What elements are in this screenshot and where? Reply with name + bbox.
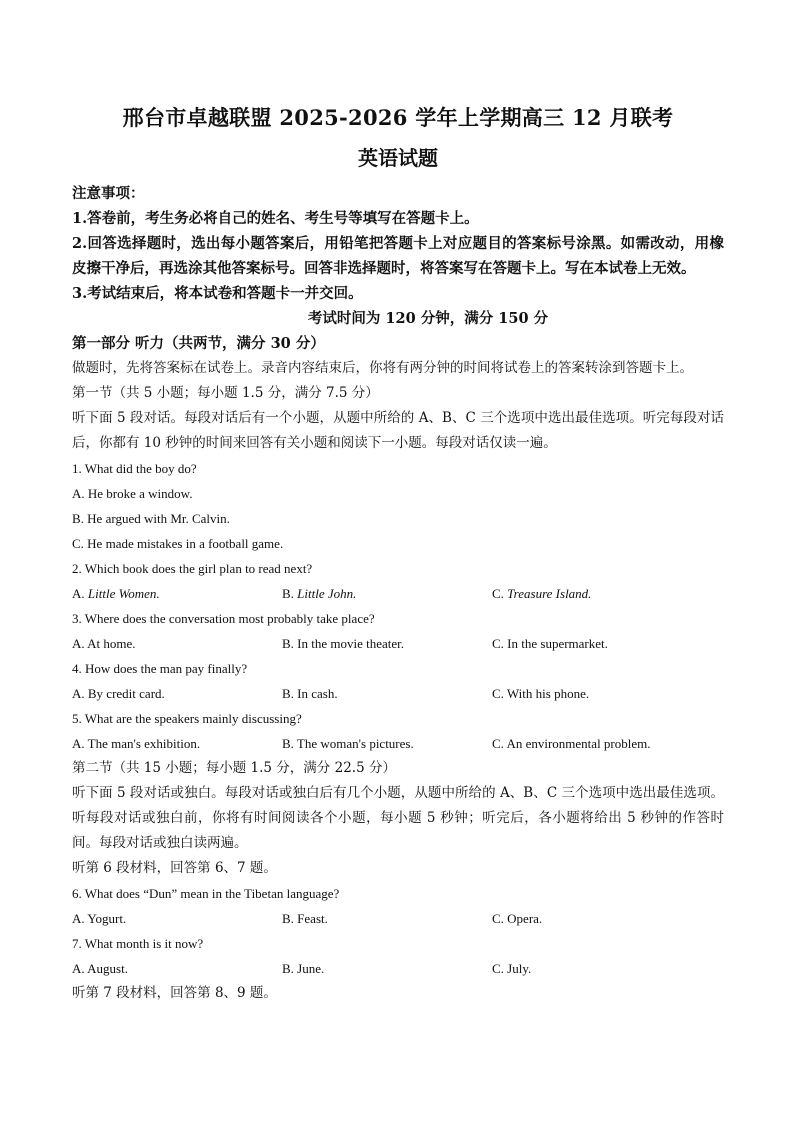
question-1-option-c: C. He made mistakes in a football game. bbox=[72, 536, 284, 551]
question-2-option-a bbox=[72, 581, 282, 606]
notes-item-2: 2.回答选择题时，选出每小题答案后，用铅笔把答题卡上对应题目的答案标号涂黑。如需改动，用橡皮擦干净后，再选涂其他答案标号。回答非选择题时，将答案写在答题卡上。写在本试卷上无效。 bbox=[72, 235, 724, 277]
question-7-option-b: B. June. bbox=[282, 961, 325, 976]
question-1-stem: 1. What did the boy do? bbox=[72, 461, 197, 476]
question-3-option-c: C. In the supermarket. bbox=[492, 636, 608, 651]
notes-heading: 注意事项： bbox=[72, 185, 145, 202]
question-3-option-a: A. At home. bbox=[72, 636, 136, 651]
question-7-option-c: C. July. bbox=[492, 961, 532, 976]
option-label: C. bbox=[492, 586, 508, 601]
material-6-instruction: 听第 6 段材料，回答第 6、7 题。 bbox=[72, 860, 277, 876]
question-5-option-a: A. The man's exhibition. bbox=[72, 736, 201, 751]
part1-intro: 做题时，先将答案标在试卷上。录音内容结束后，你将有两分钟的时间将试卷上的答案转涂到答题卡上。 bbox=[72, 360, 693, 376]
question-4-option-a: A. By credit card. bbox=[72, 686, 165, 701]
option-text: Treasure Island. bbox=[507, 586, 592, 601]
question-4-option-b: B. In cash. bbox=[282, 686, 338, 701]
option-label: A. bbox=[72, 586, 88, 601]
question-5-stem: 5. What are the speakers mainly discussing? bbox=[72, 711, 302, 726]
exam-time-info: 考试时间为 120 分钟，满分 150 分 bbox=[307, 310, 549, 327]
question-7-options bbox=[72, 956, 724, 981]
question-2-options bbox=[72, 581, 724, 606]
question-6-option-c: C. Opera. bbox=[492, 911, 543, 926]
question-6-option-a: A. Yogurt. bbox=[72, 911, 127, 926]
option-text: Little Women. bbox=[87, 586, 160, 601]
question-6-options bbox=[72, 906, 724, 931]
material-7-instruction: 听第 7 段材料，回答第 8、9 题。 bbox=[72, 985, 277, 1001]
question-4-options bbox=[72, 681, 724, 706]
question-2-option-b bbox=[282, 581, 492, 606]
question-5-option-b: B. The woman's pictures. bbox=[282, 736, 414, 751]
question-3-stem: 3. Where does the conversation most probably take place? bbox=[72, 611, 375, 626]
question-6-stem: 6. What does “Dun” mean in the Tibetan language? bbox=[72, 886, 340, 901]
question-2-option-c bbox=[492, 581, 724, 606]
question-5-options bbox=[72, 731, 724, 756]
question-3-option-b: B. In the movie theater. bbox=[282, 636, 405, 651]
exam-subtitle: 英语试题 bbox=[358, 146, 438, 170]
section2-title: 第二节（共 15 小题；每小题 1.5 分，满分 22.5 分） bbox=[72, 760, 396, 776]
question-6-option-b: B. Feast. bbox=[282, 911, 328, 926]
option-text: Little John. bbox=[297, 586, 357, 601]
question-2-stem: 2. Which book does the girl plan to read next? bbox=[72, 561, 313, 576]
question-7-stem: 7. What month is it now? bbox=[72, 936, 204, 951]
question-1-option-b: B. He argued with Mr. Calvin. bbox=[72, 511, 230, 526]
question-1-option-a: A. He broke a window. bbox=[72, 486, 193, 501]
question-7-option-a: A. August. bbox=[72, 961, 128, 976]
part1-title: 第一部分 听力（共两节，满分 30 分） bbox=[72, 335, 325, 352]
exam-title: 邢台市卓越联盟 2025-2026 学年上学期高三 12 月联考 bbox=[122, 105, 674, 130]
notes-item-3: 3.考试结束后，将本试卷和答题卡一并交回。 bbox=[72, 285, 363, 302]
section1-title: 第一节（共 5 小题；每小题 1.5 分，满分 7.5 分） bbox=[72, 385, 379, 401]
exam-body bbox=[72, 181, 724, 1006]
section1-intro: 听下面 5 段对话。每段对话后有一个小题，从题中所给的 A、B、C 三个选项中选出最佳选项。听完每段对话后，你都有 10 秒钟的时间来回答有关小题和阅读下一小题。每段对话仅读一遍。 bbox=[72, 410, 724, 451]
question-4-option-c: C. With his phone. bbox=[492, 686, 590, 701]
question-5-option-c: C. An environmental problem. bbox=[492, 736, 651, 751]
option-label: B. bbox=[282, 586, 298, 601]
question-3-options bbox=[72, 631, 724, 656]
section2-intro: 听下面 5 段对话或独白。每段对话或独白后有几个小题，从题中所给的 A、B、C 三个选项中选出最佳选项。听每段对话或独白前，你将有时间阅读各个小题，每小题 5 秒钟；听完后，各小题将给出 5 秒钟的作答时间。每段对话或独白读两遍。 bbox=[72, 785, 724, 851]
question-4-stem: 4. How does the man pay finally? bbox=[72, 661, 248, 676]
notes-item-1: 1.答卷前，考生务必将自己的姓名、考生号等填写在答题卡上。 bbox=[72, 210, 479, 227]
